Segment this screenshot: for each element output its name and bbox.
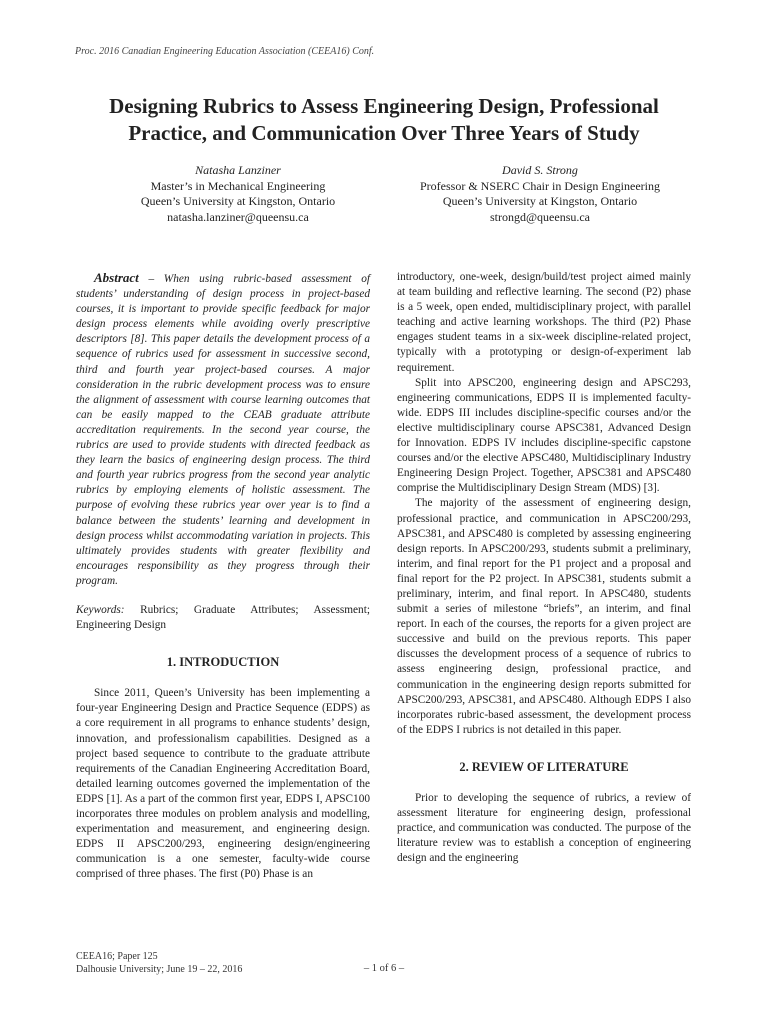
- body-paragraph: Split into APSC200, engineering design and APSC293, engineering communications, EDPS II is implemented faculty-wide. EDPS III includes discipline-specific courses and/or the elective multidisciplinary course APSC381, Advanced Design for Innovation. EDPS IV includes discipline-specific capstone courses and/or the elective APSC480, Multidisciplinary Industry Engineering Design Project. Together, APSC381 and APSC480 comprise the Multidisciplinary Design Stream (MDS) [3].: [397, 376, 691, 495]
- abstract-dash: –: [138, 273, 164, 285]
- author-title: Master’s in Mechanical Engineering: [150, 178, 326, 193]
- paper-title: [40, 93, 728, 147]
- author-email: natasha.lanziner@queensu.ca: [167, 209, 309, 224]
- body-paragraph: introductory, one-week, design/build/test project aimed mainly at team building and reflective learning. The second (P2) phase is a 5 week, open ended, multidisciplinary project, with parallel teaching and active learning workshops. The third (P2) Phase engages student teams in a six-week discipline-related project, typically with a prototyping or design-of-experiment lab requirement.: [397, 271, 691, 374]
- author-name: Natasha Lanziner: [195, 163, 281, 177]
- keywords-text: Rubrics; Graduate Attributes; Assessment; Engineering Design: [76, 603, 370, 632]
- title-line-1: Designing Rubrics to Assess Engineering Design, Professional: [109, 94, 659, 118]
- author-block-2: [375, 163, 705, 225]
- page-number: – 1 of 6 –: [363, 963, 405, 974]
- author-title: Professor & NSERC Chair in Design Engineering: [420, 178, 660, 193]
- abstract-paragraph: [76, 270, 370, 589]
- keywords-label: Keywords:: [76, 603, 125, 616]
- footer-venue: Dalhousie University; June 19 – 22, 2016: [76, 964, 243, 975]
- left-column: [76, 270, 370, 882]
- abstract-label: Abstract: [94, 270, 139, 285]
- author-block-1: [73, 163, 403, 225]
- title-line-2: Practice, and Communication Over Three Years of Study: [128, 121, 640, 145]
- author-name: David S. Strong: [502, 163, 578, 177]
- introduction-paragraph: Since 2011, Queen’s University has been implementing a four-year Engineering Design and Practice Sequence (EDPS) as a core requirement in all programs to enhance students’ design, innovation, and professionalism capabilities. Designed as a project based sequence to contribute to the graduate attribute requirements of the Canadian Engineering Accreditation Board, detailed learning outcomes governed the implementation of the EDPS [1]. As a part of the common first year, EDPS I, APSC100 incorporates three modules on problem analysis and modelling, experimentation and measurement, and engineering design. EDPS II APSC200/293, engineering design/engineering communication is a one semester, faculty-wide course comprised of three phases. The first (P0) Phase is an: [76, 687, 370, 881]
- keywords-paragraph: [76, 603, 370, 633]
- author-affiliation: Queen’s University at Kingston, Ontario: [140, 194, 336, 208]
- author-email: strongd@queensu.ca: [489, 209, 591, 224]
- body-paragraph: Prior to developing the sequence of rubrics, a review of assessment literature for engineering design, professional practice, and communication was conducted. The purpose of the literature review was to establish a conception of engineering design and the engineering: [397, 792, 691, 865]
- running-header: Proc. 2016 Canadian Engineering Education Association (CEEA16) Conf.: [75, 46, 375, 57]
- author-affiliation: Queen’s University at Kingston, Ontario: [442, 194, 638, 208]
- abstract-text: When using rubric-based assessment of students’ understanding of design process in project-based courses, it is important to provide specific feedback for major design process elements while avoiding overly prescriptive descriptors [8]. This paper details the development process of a sequence of rubrics used for assessment in successive second, third and fourth year project-based courses. A major consideration in the rubric development process was to ensure the alignment of assessment with course learning outcomes that can be easily mapped to the CEAB graduate attribute accreditation requirements. In the second year course, the rubrics are used to provide students with directed feedback as they learn the basics of engineering design process. The third and fourth year rubrics progress from the second year analytic rubrics by employing elements of holistic assessment. The purpose of evolving these rubrics year over year is to find a balance between the students’ learning and development in design process whilst accommodating variation in projects. This ultimately provides students with greater flexibility and encourages responsibility as they progress through their program.: [76, 273, 370, 587]
- right-column: [397, 270, 691, 866]
- section-heading-literature: 2. REVIEW OF LITERATURE: [459, 759, 629, 774]
- footer-paper-id: CEEA16; Paper 125: [76, 951, 158, 962]
- section-heading-introduction: 1. INTRODUCTION: [166, 655, 280, 670]
- body-paragraph: The majority of the assessment of engineering design, professional practice, and communication in APSC200/293, APSC381, and APSC480 is completed by assessing engineering design reports. In APSC200/293, students submit a preliminary, interim, and final report for the P1 project and a proposal and final report for the P2 project. In APSC381, students submit a preliminary, interim, and final report. In APSC480, students submit a series of milestone “briefs”, an interim, and final report. In each of the courses, the reports for a given project are successive and build on the previous reports. This paper discusses the development process of a sequence of rubrics to assess engineering design, professional practice, and communication in the engineering design reports submitted for APSC200/293, APSC381, and APSC480. Although EDPS I also incorporates rubric-based assessment, the development process of the EDPS I rubrics is not detailed in this paper.: [397, 497, 691, 736]
